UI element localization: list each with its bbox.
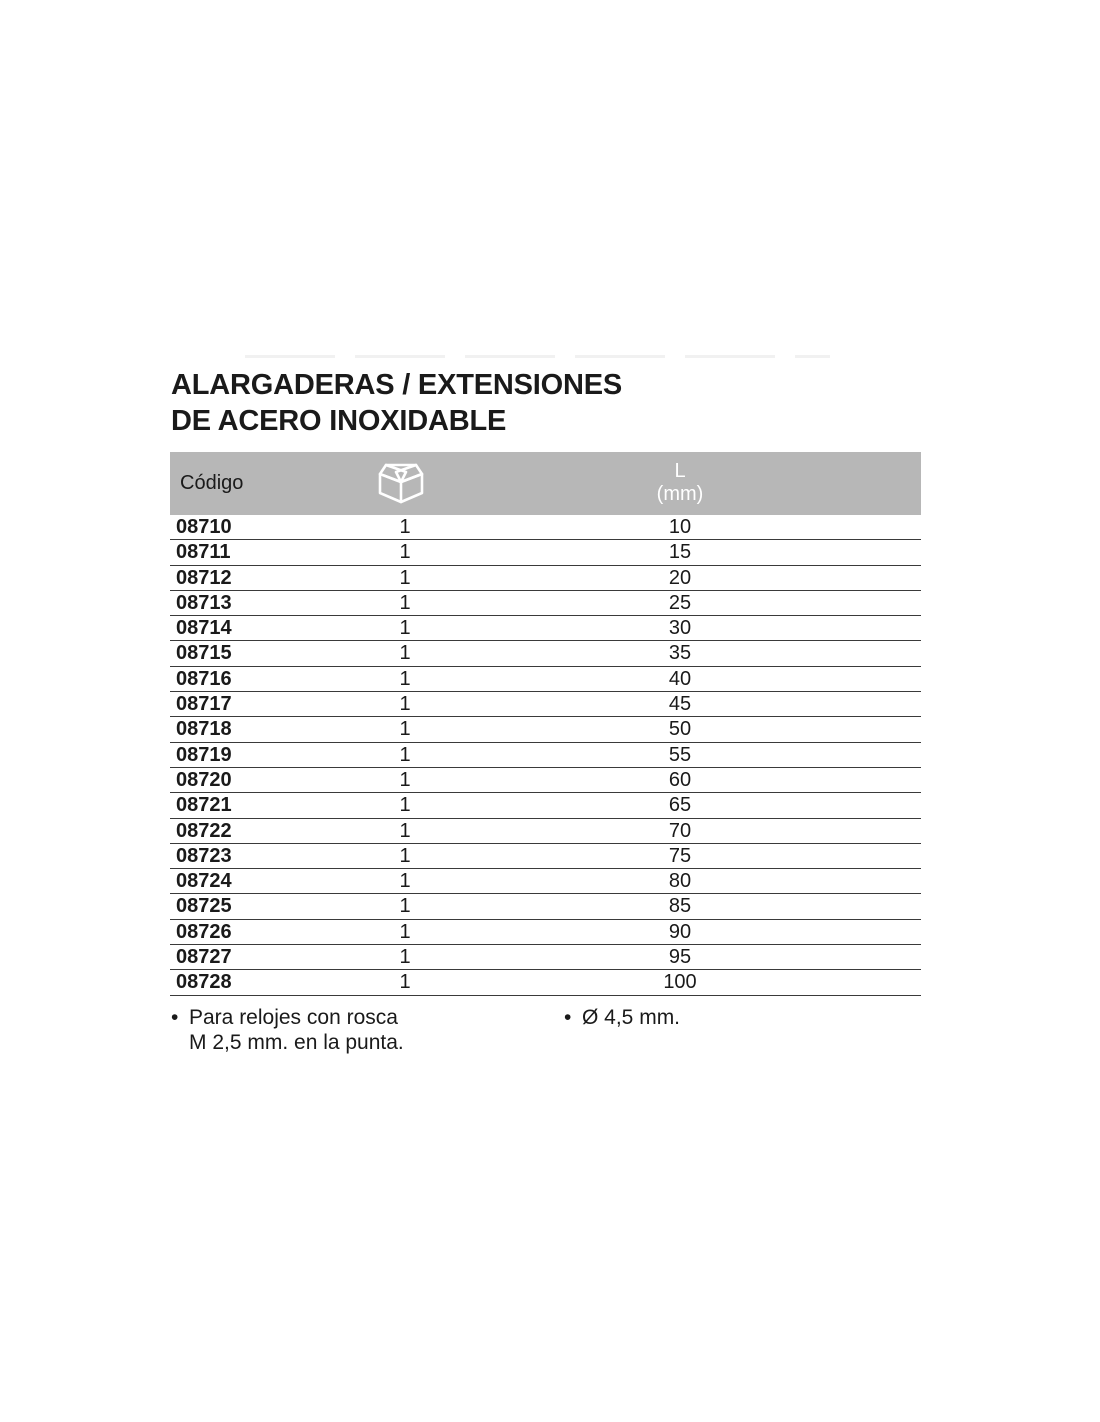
cell-quantity: 1 bbox=[399, 617, 411, 640]
cell-quantity: 1 bbox=[399, 946, 411, 969]
table-row bbox=[170, 945, 921, 970]
header-length-unit: (mm) bbox=[656, 483, 704, 505]
table-row bbox=[170, 667, 921, 692]
note-diameter-text: Ø 4,5 mm. bbox=[582, 1006, 681, 1029]
cell-length: 70 bbox=[668, 819, 692, 842]
cell-code: 08722 bbox=[176, 819, 232, 842]
cell-quantity: 1 bbox=[399, 743, 411, 766]
bullet: • bbox=[564, 1006, 572, 1029]
table-row bbox=[170, 819, 921, 844]
cell-code: 08728 bbox=[176, 971, 232, 994]
product-table bbox=[170, 452, 921, 996]
bullet: • bbox=[171, 1006, 179, 1029]
cell-quantity: 1 bbox=[399, 693, 411, 716]
cell-code: 08714 bbox=[176, 617, 232, 640]
cell-code: 08712 bbox=[176, 566, 232, 589]
header-length bbox=[625, 460, 735, 506]
table-row bbox=[170, 540, 921, 565]
table-row bbox=[170, 844, 921, 869]
header-length-symbol: L bbox=[674, 460, 686, 482]
note-thread-line-1: Para relojes con rosca bbox=[189, 1006, 398, 1029]
cell-length: 25 bbox=[668, 591, 692, 614]
box-icon bbox=[376, 462, 426, 504]
cell-quantity: 1 bbox=[399, 920, 411, 943]
table-row bbox=[170, 692, 921, 717]
cell-code: 08721 bbox=[176, 794, 232, 817]
cell-quantity: 1 bbox=[399, 971, 411, 994]
table-row bbox=[170, 869, 921, 894]
cell-code: 08711 bbox=[176, 541, 231, 564]
table-row bbox=[170, 743, 921, 768]
table-row bbox=[170, 591, 921, 616]
cell-length: 65 bbox=[668, 794, 692, 817]
cell-length: 10 bbox=[668, 516, 692, 538]
table-row bbox=[170, 717, 921, 742]
cell-length: 60 bbox=[668, 768, 692, 791]
cell-code: 08715 bbox=[176, 642, 232, 665]
cell-length: 15 bbox=[668, 541, 692, 564]
note-diameter bbox=[564, 1005, 864, 1030]
table-header bbox=[170, 452, 921, 515]
cell-quantity: 1 bbox=[399, 768, 411, 791]
cell-code: 08725 bbox=[176, 895, 232, 918]
cell-length: 80 bbox=[668, 870, 692, 893]
note-thread-text bbox=[171, 1005, 471, 1055]
table-row bbox=[170, 970, 921, 995]
header-code: Código bbox=[180, 472, 244, 494]
note-thread bbox=[171, 1005, 471, 1055]
cell-code: 08718 bbox=[176, 718, 232, 741]
cell-quantity: 1 bbox=[399, 516, 411, 538]
cell-code: 08717 bbox=[176, 693, 232, 716]
cell-quantity: 1 bbox=[399, 566, 411, 589]
page-title bbox=[171, 367, 622, 439]
cell-length: 35 bbox=[668, 642, 692, 665]
table-row bbox=[170, 920, 921, 945]
table-row bbox=[170, 793, 921, 818]
table-row bbox=[170, 566, 921, 591]
table-row bbox=[170, 641, 921, 666]
cell-quantity: 1 bbox=[399, 844, 411, 867]
faint-scan-artifact bbox=[245, 355, 830, 358]
title-line-1: ALARGADERAS / EXTENSIONES bbox=[171, 369, 622, 401]
cell-quantity: 1 bbox=[399, 794, 411, 817]
table-row bbox=[170, 768, 921, 793]
cell-length: 30 bbox=[668, 617, 692, 640]
cell-length: 95 bbox=[668, 946, 692, 969]
cell-length: 45 bbox=[668, 693, 692, 716]
cell-quantity: 1 bbox=[399, 591, 411, 614]
title-line-2: DE ACERO INOXIDABLE bbox=[171, 405, 507, 437]
table-row bbox=[170, 894, 921, 919]
cell-code: 08723 bbox=[176, 844, 232, 867]
cell-code: 08710 bbox=[176, 516, 232, 538]
cell-quantity: 1 bbox=[399, 642, 411, 665]
cell-code: 08713 bbox=[176, 591, 232, 614]
cell-code: 08724 bbox=[176, 870, 232, 893]
table-row bbox=[170, 515, 921, 540]
cell-quantity: 1 bbox=[399, 718, 411, 741]
cell-length: 40 bbox=[668, 667, 692, 690]
cell-length: 85 bbox=[668, 895, 692, 918]
cell-code: 08716 bbox=[176, 667, 232, 690]
cell-length: 90 bbox=[668, 920, 692, 943]
cell-quantity: 1 bbox=[399, 895, 411, 918]
cell-length: 50 bbox=[668, 718, 692, 741]
cell-code: 08726 bbox=[176, 920, 232, 943]
cell-code: 08719 bbox=[176, 743, 232, 766]
cell-length: 75 bbox=[668, 844, 692, 867]
cell-quantity: 1 bbox=[399, 667, 411, 690]
cell-quantity: 1 bbox=[399, 541, 411, 564]
cell-length: 55 bbox=[668, 743, 692, 766]
cell-code: 08720 bbox=[176, 768, 232, 791]
cell-quantity: 1 bbox=[399, 870, 411, 893]
cell-code: 08727 bbox=[176, 946, 232, 969]
note-thread-line-2: M 2,5 mm. en la punta. bbox=[189, 1031, 404, 1054]
table-body bbox=[170, 515, 921, 996]
table-row bbox=[170, 616, 921, 641]
cell-length: 20 bbox=[668, 566, 692, 589]
cell-length: 100 bbox=[663, 971, 697, 994]
cell-quantity: 1 bbox=[399, 819, 411, 842]
